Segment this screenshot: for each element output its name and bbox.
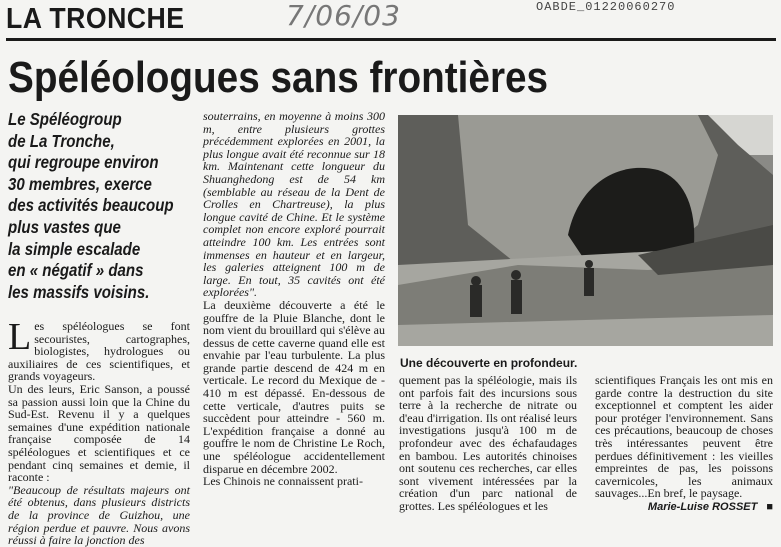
cave-photo-image <box>398 115 773 346</box>
archive-reference: OABDE_01220060270 <box>536 0 676 14</box>
article-column-1 <box>8 316 190 547</box>
lead-line: la simple escalade <box>8 238 141 259</box>
drop-cap: L <box>8 316 32 358</box>
lead-line: 30 membres, exerce <box>8 173 152 194</box>
handwritten-date: 7/06/03 <box>286 0 401 32</box>
body-paragraph: Un des leurs, Eric Sanson, a poussé sa passion aussi loin que la Chine du Sud-Est. Revenu il y a quelques semaines d'une expédition nationale française composée de 14 spéléologues et scientifiques et ce pendant cinq semaines et demie, il raconte : <box>8 381 190 485</box>
lead-line: des activités beaucoup <box>8 195 174 216</box>
article-lead <box>8 109 174 303</box>
lead-line: Le Spéléogroup <box>8 109 122 129</box>
body-paragraph: scientifiques Français les ont mis en garde contre la destruction du site exceptionnel et comptent les aider pour protéger l'environnement. Sans ces précautions, beaucoup de choses très intéressantes peuvent être perdues définitivement : les vieilles empreintes de pas, les poissons cavernicoles, les animaux sauvages...En bref, le paysage. <box>595 373 773 501</box>
cave-photo <box>398 115 773 346</box>
lead-line: les massifs voisins. <box>8 281 150 302</box>
quote-paragraph: "Beaucoup de résultats majeurs ont été obtenus, dans plusieurs districts de la province de Guizhou, une région perdue et pauvre. Nous avons réussi à faire la jonction des <box>8 482 190 547</box>
lead-line: plus vastes que <box>8 216 121 237</box>
quote-continuation: souterrains, en moyenne à moins 300 m, entre plusieurs grottes précédemment explorées en 2001, la plus longue avait été reconnue sur 18 km. Maintenant cette longueur du Shuanghedong est de 54 km (semblable au réseau de la Dent de Crolles en Chartreuse), la plus longue cavité de Chine. Et le système complet non encore exploré pourrait atteindre 100 km. Les entrées sont immenses en hauteur et en largeur, les galeries atteignent 100 m de large. En tout, 35 cavités ont été explorées". <box>203 109 385 300</box>
body-paragraph: Les Chinois ne connaissent prati- <box>203 474 363 489</box>
body-paragraph: quement pas la spéléologie, mais ils ont parfois fait des incursions sous terre à la recherche de nitrate ou d'eau d'irrigation. Ils ont réalisé leurs investigations jusqu'à 100 m de profondeur avec des échafaudages en bambou. Les autorités chinoises ont soutenu ces recherches, car elles sont vivement intéressées par la création d'un parc national de grottes. Les spéléologues et les <box>399 373 577 513</box>
section-title: LA TRONCHE <box>6 3 185 35</box>
lead-line: de La Tronche, <box>8 130 115 151</box>
article-column-2 <box>203 110 385 488</box>
photo-caption: Une découverte en profondeur. <box>400 356 578 370</box>
lead-line: qui regroupe environ <box>8 152 159 173</box>
end-mark: ■ <box>766 500 773 513</box>
section-rule <box>6 38 776 41</box>
article-column-4 <box>595 374 773 514</box>
intro-paragraph: es spéléologues se font secouristes, cartographes, biologistes, hydrologues ou auxiliaires de ces scientifiques, et grands voyageurs. <box>8 319 190 384</box>
article-column-3 <box>399 374 577 513</box>
body-paragraph: La deuxième découverte a été le gouffre de la Pluie Blanche, dont le nom vient du brouillard qui s'élève au dessus de cette caverne quand elle est envahie par l'eau turbulente. La plus grande partie descend de 424 m en verticale. Le record du Mexique de - 410 m est dépassé. En-dessous de cette verticale, d'autres puits se succèdent pour atteindre - 560 m. L'expédition française a donné au gouffre le nom de Christine Le Roch, une spéléologue accidentellement disparue en décembre 2002. <box>203 297 385 476</box>
author-signature: Marie-Luise ROSSET <box>647 500 758 513</box>
lead-line: en « négatif » dans <box>8 260 144 281</box>
article-headline: Spéléologues sans frontières <box>8 53 549 102</box>
